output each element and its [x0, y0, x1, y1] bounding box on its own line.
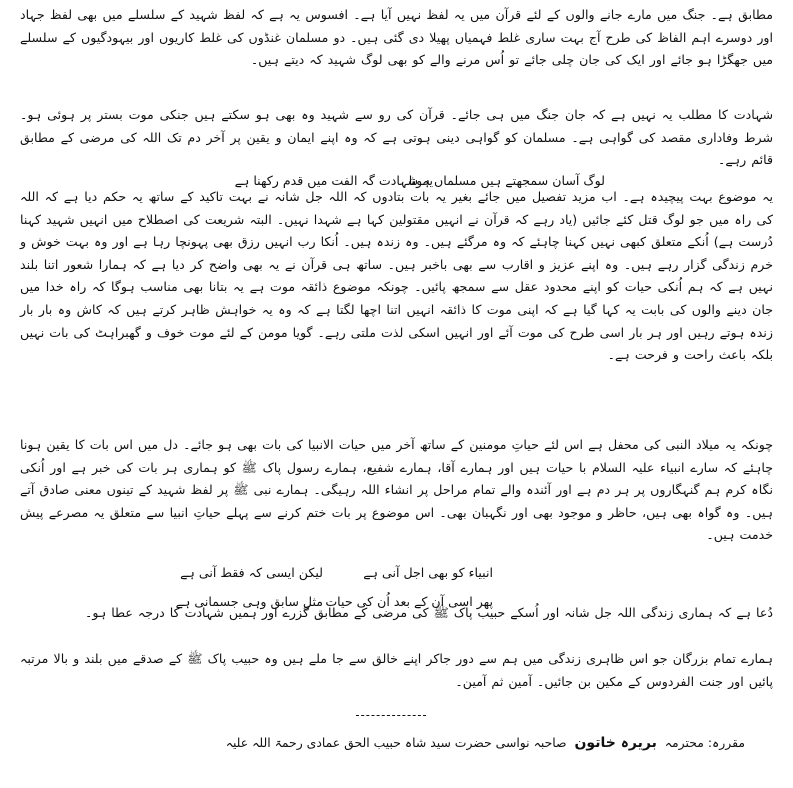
speaker-name: بریرہ خاتون	[574, 735, 657, 751]
credit-prefix: مقررہ: محترمہ	[664, 735, 745, 750]
verse-line: پھر اسی آن کے بعد اُن کی حیات	[325, 594, 493, 609]
paragraph-4: چونکہ یہ میلاد النبی کی محفل ہے اس لئے حیاتِ مومنین کے ساتھ آخر میں حیات الانبیا کی بات بھی ہو جائے۔ دل میں اس بات کا یقین ہونا چاہئے کہ سارے انبیاء علیہ السلام با حیات ہیں اور ہمارے آقا، ہمارے شفیع، ہمارے رسول پاک ﷺ کو ہماری ہر بات کی خبر ہے اور اُنکی نگاہ کرم ہم گنہگاروں پر ہر دم ہے اور آئندہ والے تمام مراحل پر انشاء اللہ رہیگی۔ ہمارے نبی ﷺ پر لفظ شہید کے تینوں معنی صادق آتے ہیں۔ وہ گواہ بھی ہیں، حاظر و موجود بھی اور نگہبان بھی۔ اس موضوع پر بات ختم کرنے سے پہلے حیاتِ انبیا سے متعلق یہ مصرعے پیش خدمت ہیں۔	[20, 437, 773, 543]
paragraph-6: ہمارے تمام بزرگان جو اس ظاہری زندگی میں ہم سے دور جاکر اپنے خالق سے جا ملے ہیں وہ حبیب پاک ﷺ کے صدقے میں بلند و بالا مرتبہ پائیں اور جنت الفردوس کے مکین بن جائیں۔ آمین ثم آمین۔	[20, 651, 773, 689]
paragraph-2: شہادت کا مطلب یہ نہیں ہے کہ جان جنگ میں ہی جائے۔ قرآن کی رو سے شہید وہ بھی ہو سکتے ہیں جنکی موت بستر پر ہوئی ہو۔ شرط وفاداری مقصد کی گواہی ہے۔ مسلمان کو گواہی دینی ہوتی ہے کہ وہ اپنے ایمان و یقین پر آخر دم تک اللہ کی مرضی کے مطابق قائم رہے۔	[20, 107, 773, 168]
verse-line: لوگ آسان سمجھتے ہیں مسلماں ہونا	[408, 173, 605, 188]
speaker-credit	[226, 732, 745, 754]
paragraph-1: مطابق ہے۔ جنگ میں مارے جانے والوں کے لئے قرآن میں یہ لفظ نہیں آیا ہے۔ افسوس یہ ہے کہ لفظ شہید کے سلسلے میں بھی لفظ جہاد اور دوسرے اہم الفاظ کی طرح آج بہت ساری غلط فہمیاں پھیلا دی گئی ہیں۔ دو مسلمان غنڈوں کی غلط کاریوں اور بیہودگیوں کے سلسلے میں جھگڑا ہو جائے اور ایک کی جان چلی جائے تو اُس مرنے والے کو بھی لوگ شہید کہ دیتے ہیں۔	[20, 7, 773, 68]
verse-line: مثلِ سابق وہی جسمانی ہے	[175, 594, 323, 609]
verse-line: یہ شہادت گہ الفت میں قدم رکھنا ہے	[234, 173, 433, 188]
verse-line: انبیاء کو بھی اجل آنی ہے	[363, 565, 493, 580]
paragraph-3: یہ موضوع بہت پیچیدہ ہے۔ اب مزید تفصیل میں جائے بغیر یہ بات بتادوں کہ اللہ جل شانہ نے بہت تاکید کے ساتھ یہ حکم دیا ہے کہ اللہ کی راہ میں جو لوگ قتل کئے جائیں (یاد رہے کہ قرآن نے انہیں مقتولین کہا ہے شہدا نہیں۔ البتہ شریعت کی اصطلاح میں انہیں شہید کہنا دُرست ہے) اُنکے متعلق کبھی نہیں کہنا چاہئے کہ وہ مرگئے ہیں۔ وہ زندہ ہیں۔ اُنکا رب انہیں رزق بھی پہونچا رہا ہے اور وہ بہت خوش و خرم زندگی گزار رہے ہیں۔ وہ اپنے عزیز و اقارب سے بھی باخبر ہیں۔ ساتھ ہی قرآن نے یہ بھی واضح کر دیا ہے کہ ہمارا شعور اتنا بلند نہیں ہے کہ ہم اُنکی حیات کو اپنے محدود عقل سے سمجھ پائیں۔ چونکہ موضوع ذائقہ موت ہے یہ بتانا بھی مناسب ہوگا کہ راہ خدا میں جان دینے والوں کی بابت یہ کہا گیا ہے کہ اپنی موت کا ذائقہ انہیں اتنا اچھا لگتا ہے کہ وہ یہ خواہش ظاہر کرتے ہیں کہ کاش وہ بار بار زندہ ہوتے رہیں اور ہر بار اسی طرح کی موت آئے اور انہیں اسکی لذت ملتی رہے۔ گویا مومن کے لئے موت خوف و گھبراہٹ کی بات نہیں بلکہ باعث راحت و فرحت ہے۔	[20, 189, 773, 363]
credit-suffix: صاحبہ نواسی حضرت سید شاہ حبیب الحق عمادی رحمۃ اللہ علیہ	[225, 735, 567, 750]
section-divider	[356, 715, 426, 716]
paragraph-5: دُعا ہے کہ ہماری زندگی اللہ جل شانہ اور اُسکے حبیب پاک ﷺ کی مرضی کے مطابق گزرے اور ہمیں شہادت کا درجہ عطا ہو۔	[84, 605, 773, 620]
verse-line: لیکن ایسی کہ فقط آنی ہے	[180, 565, 323, 580]
